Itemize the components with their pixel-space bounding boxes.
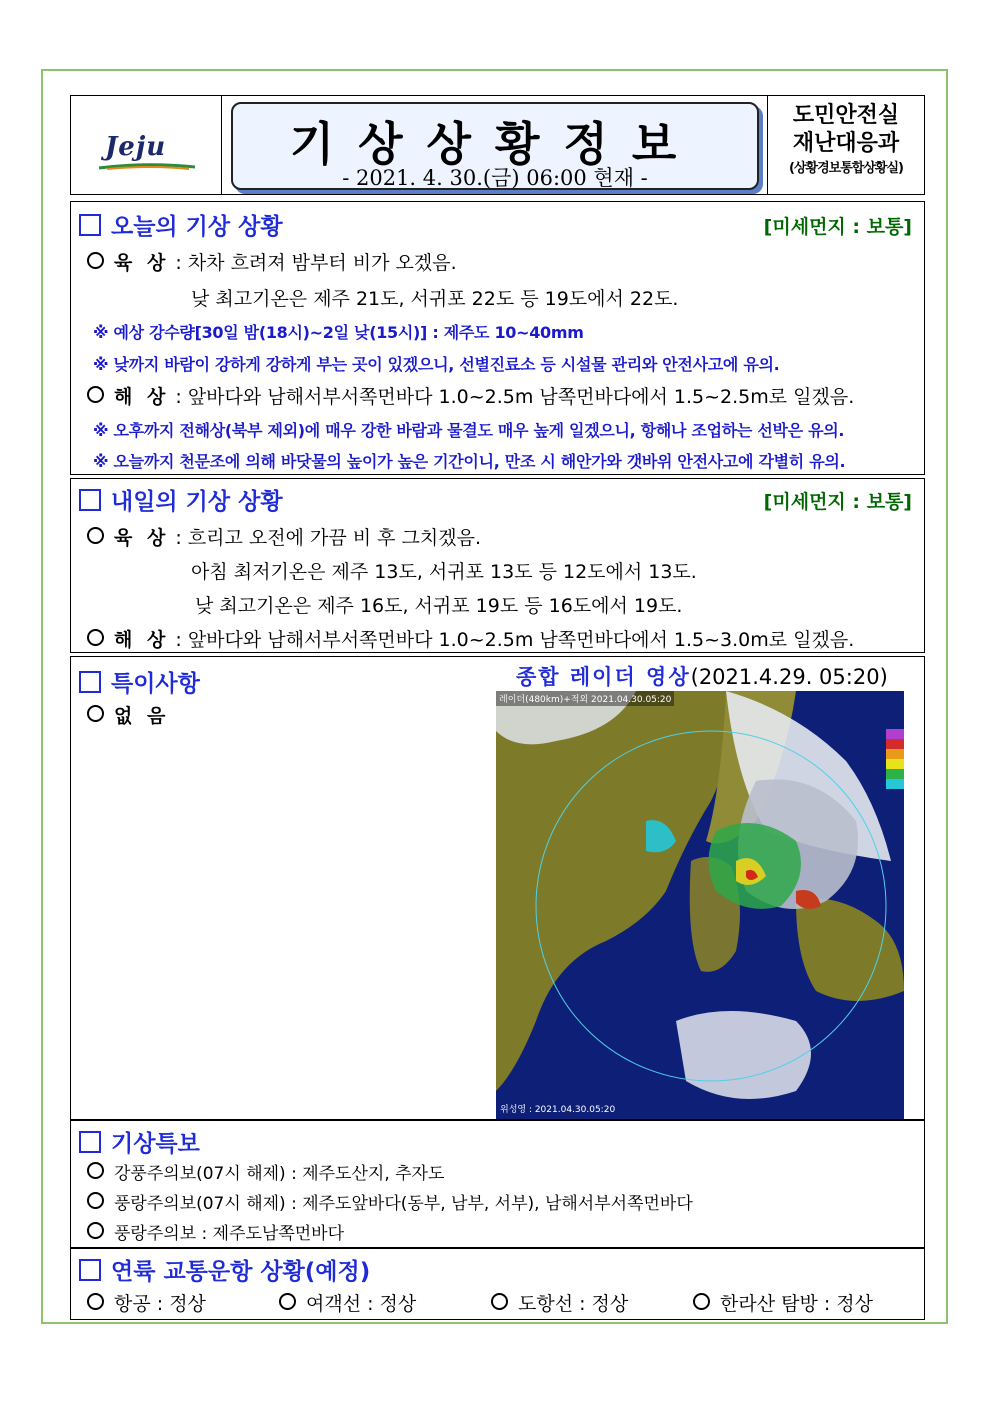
logo-swoosh-icon <box>97 162 197 170</box>
jeju-logo: Jeju <box>105 132 167 162</box>
today-note-rain: ※ 예상 강수량[30일 밤(18시)~2일 낮(15시)] : 제주도 10~40mm <box>93 323 584 342</box>
checkbox-icon <box>79 214 101 236</box>
transport-item-ferry: 여객선 : 정상 <box>279 1289 416 1316</box>
circle-bullet-icon <box>87 1222 104 1239</box>
today-note-sea: ※ 오후까지 전해상(북부 제외)에 매우 강한 바람과 물결도 매우 높게 일겠으니, 항해나 조업하는 선박은 유의. <box>93 421 845 440</box>
dept-line3: (상황경보통합상황실) <box>789 161 903 176</box>
radar-footer: 위성영 : 2021.04.30.05:20 <box>500 1105 616 1115</box>
today-note-tide: ※ 오늘까지 천문조에 의해 바닷물의 높이가 높은 기간이니, 만조 시 해안가와 갯바위 안전사고에 각별히 유의. <box>93 452 846 471</box>
tomorrow-section <box>70 478 925 653</box>
today-land-temp: 낮 최고기온은 제주 21도, 서귀포 22도 등 19도에서 22도. <box>191 288 679 310</box>
tomorrow-low-temp: 아침 최저기온은 제주 13도, 서귀포 13도 등 12도에서 13도. <box>191 561 697 583</box>
warnings-title: 기상특보 <box>79 1125 200 1158</box>
transport-item-hallasan: 한라산 탐방 : 정상 <box>693 1289 873 1316</box>
circle-bullet-icon <box>279 1293 296 1310</box>
checkbox-icon <box>79 489 101 511</box>
warning-item: 풍랑주의보(07시 해제) : 제주도앞바다(동부, 남부, 서부), 남해서부서쪽먼바다 <box>87 1189 693 1214</box>
title-box <box>231 102 759 190</box>
warnings-section <box>70 1120 925 1248</box>
dept-line1: 도민안전실 <box>792 103 900 128</box>
radar-title: 종합 레이더 영상(2021.4.29. 05:20) <box>516 665 888 689</box>
today-dust: [미세먼지 : 보통] <box>763 216 912 238</box>
circle-bullet-icon <box>87 527 104 544</box>
warning-item: 풍랑주의보 : 제주도남쪽먼바다 <box>87 1219 344 1244</box>
tomorrow-dust: [미세먼지 : 보통] <box>763 491 912 513</box>
tomorrow-land: 육 상 : 흐리고 오전에 가끔 비 후 그치겠음. <box>87 523 481 550</box>
circle-bullet-icon <box>87 1192 104 1209</box>
today-note-wind: ※ 낮까지 바람이 강하게 강하게 부는 곳이 있겠으니, 선별진료소 등 시설물 관리와 안전사고에 유의. <box>93 355 780 374</box>
page-date: - 2021. 4. 30.(금) 06:00 현재 - <box>342 166 648 190</box>
transport-item-island-ferry: 도항선 : 정상 <box>491 1289 628 1316</box>
circle-bullet-icon <box>491 1293 508 1310</box>
circle-bullet-icon <box>87 705 104 722</box>
radar-map <box>496 691 904 1119</box>
circle-bullet-icon <box>87 386 104 403</box>
warning-item: 강풍주의보(07시 해제) : 제주도산지, 추자도 <box>87 1159 444 1184</box>
radar-image <box>496 691 904 1119</box>
tomorrow-title: 내일의 기상 상황 <box>79 483 283 516</box>
checkbox-icon <box>79 1131 101 1153</box>
special-title: 특이사항 <box>79 665 200 698</box>
header <box>70 95 925 195</box>
circle-bullet-icon <box>693 1293 710 1310</box>
circle-bullet-icon <box>87 1293 104 1310</box>
transport-title: 연륙 교통운항 상황(예정) <box>79 1253 370 1286</box>
tomorrow-high-temp: 낮 최고기온은 제주 16도, 서귀포 19도 등 16도에서 19도. <box>195 595 683 617</box>
special-section <box>70 656 925 1120</box>
transport-item-air: 항공 : 정상 <box>87 1289 206 1316</box>
today-sea: 해 상 : 앞바다와 남해서부서쪽먼바다 1.0~2.5m 남쪽먼바다에서 1.5~2.5m로 일겠음. <box>87 382 854 409</box>
page-title: 기상상황정보 <box>289 117 701 171</box>
logo-cell <box>71 96 222 194</box>
tomorrow-sea: 해 상 : 앞바다와 남해서부서쪽먼바다 1.0~2.5m 남쪽먼바다에서 1.5~3.0m로 일겠음. <box>87 625 854 652</box>
circle-bullet-icon <box>87 629 104 646</box>
circle-bullet-icon <box>87 252 104 269</box>
radar-caption: 레이더(480km)+적외 2021.04.30.05:20 <box>496 691 674 706</box>
special-item: 없 음 <box>87 701 169 728</box>
transport-section <box>70 1248 925 1320</box>
checkbox-icon <box>79 671 101 693</box>
today-section <box>70 201 925 475</box>
today-title: 오늘의 기상 상황 <box>79 208 283 241</box>
checkbox-icon <box>79 1259 101 1281</box>
department-cell <box>767 96 924 194</box>
dept-line2: 재난대응과 <box>792 131 900 156</box>
circle-bullet-icon <box>87 1162 104 1179</box>
radar-legend <box>886 729 904 789</box>
today-land: 육 상 : 차차 흐려져 밤부터 비가 오겠음. <box>87 248 457 275</box>
